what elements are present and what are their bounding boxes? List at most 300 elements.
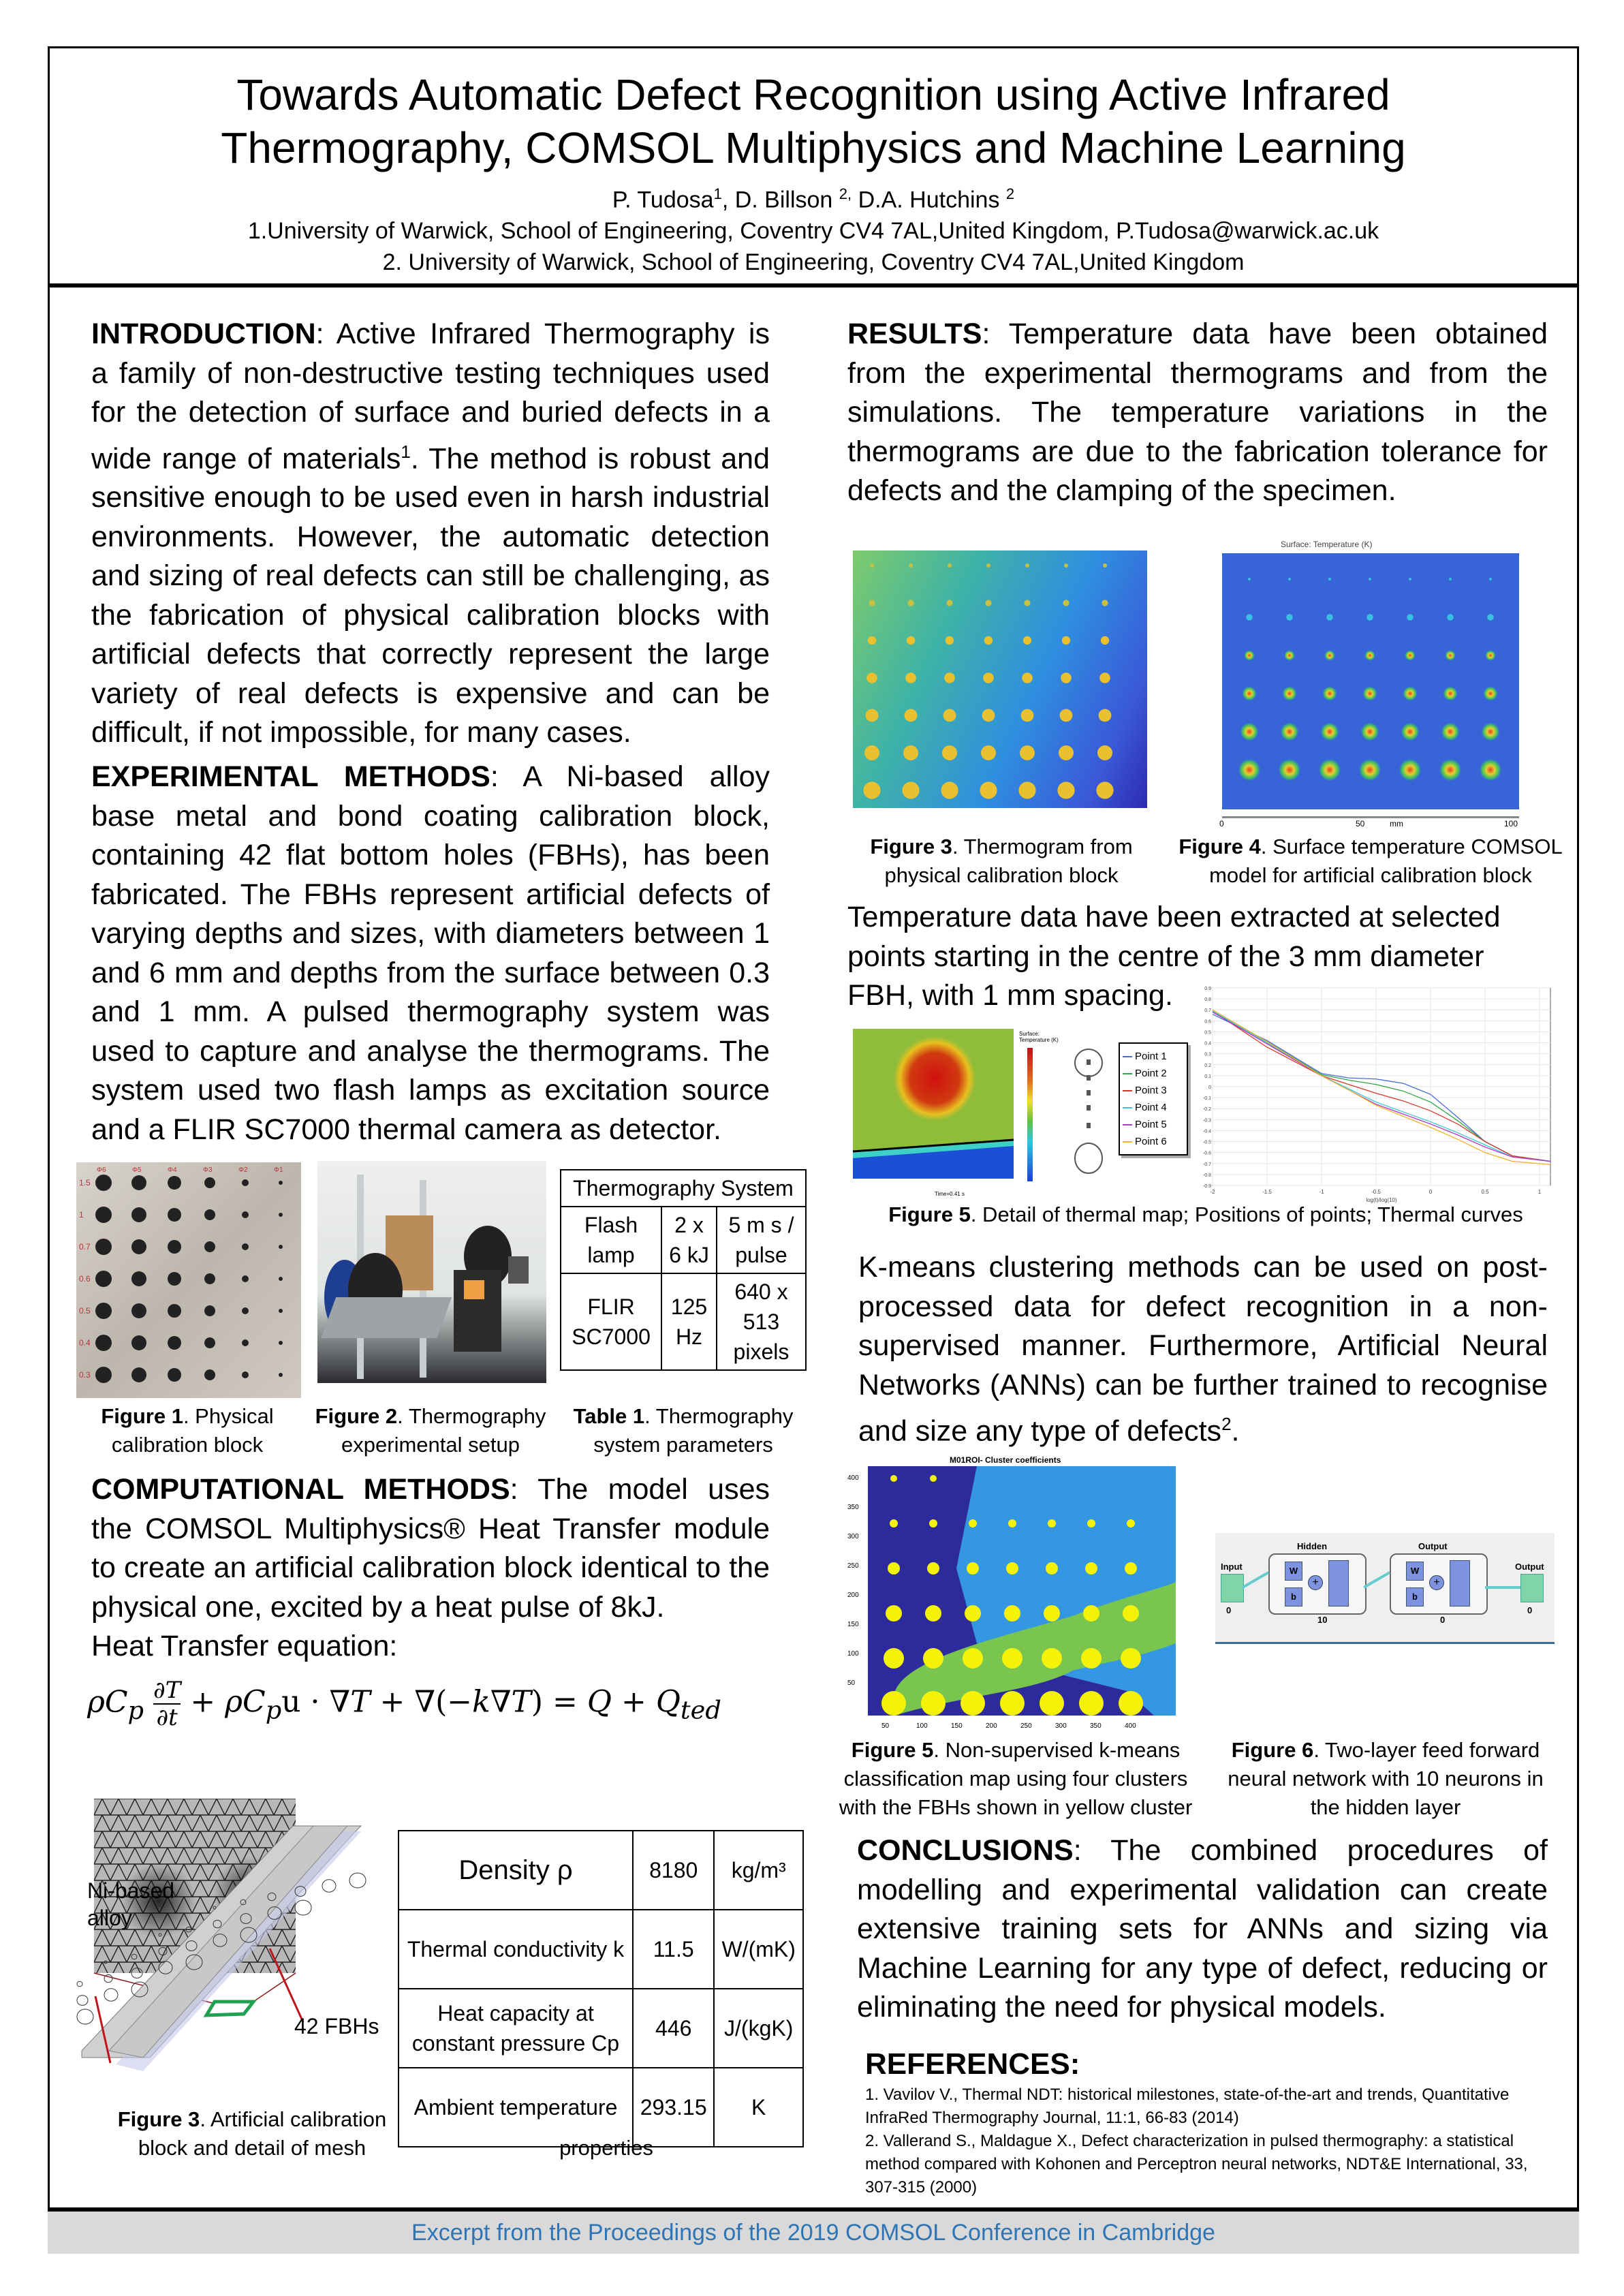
comsol-spot	[1244, 650, 1254, 660]
x-tick-label: -0.5	[1371, 1189, 1381, 1195]
computational-section	[91, 1470, 770, 1666]
legend-item	[1123, 1116, 1184, 1133]
y-tick-label: 0	[1208, 1085, 1211, 1090]
comsol-spot	[1326, 614, 1333, 621]
figure4-label: Figure 4	[1178, 835, 1261, 858]
comsol-spot	[1283, 687, 1297, 701]
conclusions-heading: CONCLUSIONS	[857, 1834, 1074, 1867]
thermo-spot	[1022, 672, 1033, 683]
thermo-spot	[983, 672, 994, 683]
citation-sup: 2	[1221, 1414, 1232, 1434]
nn-sum-node: +	[1429, 1575, 1444, 1590]
thermo-spot	[866, 709, 879, 722]
kmeans-fbh-spot	[1046, 1562, 1058, 1574]
thermo-spot	[1023, 636, 1031, 645]
legend-label: Point 1	[1135, 1051, 1167, 1062]
fbh-hole	[204, 1337, 215, 1348]
kmeans-y-tick: 200	[847, 1592, 859, 1599]
thermo-spot	[944, 672, 955, 683]
comsol-spot	[1319, 759, 1341, 781]
comsol-spot	[1240, 723, 1258, 741]
heat-transfer-equation: $\rho C_p$ $\frac{\partial T}{\partial t}$ + $\rho C_pu \cdot \nabla T + \nabla(-k\nabla T) = Q + Q_{ted}$	[87, 1677, 721, 1731]
kmeans-text: K-means clustering methods can be used on post-processed data for defect recognition in a non-supervised manner. Furthermore, Artificial Neural Networks (ANNs) can be further trained to recognise and size any type of defects	[858, 1251, 1548, 1448]
legend-item	[1123, 1133, 1184, 1150]
y-tick-label: -0.2	[1203, 1107, 1211, 1113]
table-header-row	[561, 1170, 806, 1207]
figure6-caption	[1215, 1736, 1556, 1822]
fbh-hole	[168, 1336, 181, 1350]
introduction-section	[91, 315, 770, 753]
fbh-hole	[168, 1208, 181, 1222]
kmeans-fbh-spot	[963, 1648, 983, 1669]
figure2-caption-text: . Thermography experimental setup	[341, 1404, 546, 1457]
comsol-spot	[1288, 578, 1291, 580]
kmeans-fbh-spot	[1121, 1648, 1141, 1669]
fbh-hole	[95, 1271, 112, 1287]
comsol-spot	[1443, 687, 1458, 701]
thermo-spot	[907, 636, 915, 645]
comsol-spot	[1323, 687, 1337, 701]
nn-connections	[1215, 1533, 1555, 1642]
thermo-spot	[869, 600, 875, 606]
kmeans-fbh-spot	[925, 1605, 941, 1622]
authors-block	[48, 179, 1579, 278]
reference-item: 1. Vavilov V., Thermal NDT: historical milestones, state-of-the-art and trends, Quantitative InfraRed Thermography Journal, 11:1, 66-83 (2014)	[865, 2085, 1510, 2127]
thermo-spot	[1103, 563, 1107, 568]
fbh-hole	[242, 1243, 249, 1250]
introduction-text-cont: . The method is robust and sensitive enough to be used even in harsh industrial environments. However, the automatic detection and sizing of real defects can still be challenging, as the fabrication of physical calibration blocks with artificial defects that correctly represent the large variety of real defects is expensive and can be difficult, if not impossible, for many cases.	[91, 441, 770, 749]
fbh-hole	[242, 1371, 249, 1378]
kmeans-x-tick: 50	[881, 1722, 890, 1730]
table-cell-unit: K	[714, 2068, 803, 2147]
diameter-label: Φ3	[203, 1166, 213, 1174]
comsol-spot	[1284, 650, 1294, 660]
fbh-hole	[131, 1303, 146, 1318]
comsol-spot	[1485, 650, 1495, 660]
y-tick-label: -0.8	[1203, 1173, 1211, 1178]
model-fbh	[104, 1989, 118, 2001]
kmeans-fbh-spot	[927, 1562, 939, 1574]
figure3-thermo-caption	[845, 833, 1158, 890]
comsol-spot	[1399, 759, 1421, 781]
kmeans-fbh-spot	[1119, 1691, 1143, 1716]
table1-caption-text: . Thermography system parameters	[593, 1404, 794, 1457]
kmeans-fbh-spot	[1042, 1648, 1062, 1669]
colorbar	[1027, 1048, 1033, 1181]
kmeans-fbh-spot	[965, 1605, 981, 1622]
kmeans-x-tick: 200	[986, 1722, 997, 1730]
thermo-spot	[1024, 600, 1030, 606]
thermo-spot	[980, 781, 997, 798]
fbh-hole	[131, 1239, 146, 1254]
thermo-spot	[1096, 781, 1113, 798]
fbh-hole	[204, 1177, 215, 1188]
table1-caption	[560, 1402, 807, 1459]
thermo-spot	[902, 781, 919, 798]
results-text-2: Temperature data have been extracted at selected points starting in the centre of the 3 mm diameter FBH, with 1 mm spacing.	[847, 901, 1501, 1012]
table-row	[399, 1831, 803, 1910]
figure2-image	[317, 1161, 546, 1383]
table-cell-property: Density ρ	[399, 1831, 633, 1910]
fbh-hole	[168, 1304, 181, 1318]
kmeans-x-tick: 250	[1020, 1722, 1032, 1730]
comsol-spot	[1324, 650, 1334, 660]
comsol-spot	[1321, 723, 1339, 741]
table-header-cell: Thermography System	[561, 1170, 806, 1207]
table-cell-unit: kg/m³	[714, 1831, 803, 1910]
citation-sup: 1	[401, 441, 411, 462]
comsol-spot	[1246, 614, 1253, 621]
table-cell-property: Thermal conductivity k	[399, 1910, 633, 1989]
kmeans-fbh-spot	[890, 1519, 898, 1527]
comsol-spot	[1286, 614, 1293, 621]
computational-text: : The model uses the COMSOL Multiphysics® Heat Transfer module to create an artificial calibration block identical to the physical one, excited by a heat pulse of 8kJ.	[91, 1473, 770, 1624]
thermo-spot	[981, 745, 996, 760]
table2-caption-tail: properties	[559, 2136, 653, 2160]
thermography-setup-photo	[317, 1161, 546, 1383]
thermo-spot	[985, 600, 991, 606]
thermo-spot	[870, 563, 874, 568]
kmeans-fbh-spot	[1127, 1519, 1135, 1527]
nn-input-label: Input	[1221, 1562, 1243, 1572]
fbh-hole	[204, 1305, 215, 1316]
thermo-spot	[1062, 636, 1070, 645]
y-tick-label: 0.3	[1204, 1052, 1211, 1057]
thermo-spot	[946, 636, 954, 645]
comsol-spot	[1484, 687, 1498, 701]
title-line-1: Towards Automatic Defect Recognition using Active Infrared	[236, 70, 1390, 119]
fbh-hole	[95, 1239, 112, 1255]
figure4-x-axis	[1222, 816, 1519, 818]
comsol-spot	[1441, 723, 1459, 741]
figure1-image	[76, 1162, 301, 1398]
nn-weight-block: W	[1285, 1562, 1302, 1581]
legend-label: Point 2	[1135, 1068, 1167, 1079]
kmeans-x-tick: 300	[1055, 1722, 1067, 1730]
kmeans-section	[858, 1248, 1548, 1451]
x-tick-label: 0.5	[1481, 1189, 1489, 1195]
artificial-block-model	[68, 1771, 422, 2098]
author-sup: 1	[713, 185, 722, 202]
kmeans-fbh-spot	[1125, 1562, 1137, 1574]
kmeans-fbh-spot	[969, 1519, 977, 1527]
kmeans-fbh-spot	[1081, 1648, 1102, 1669]
experimental-text: : A Ni-based alloy base metal and bond coating calibration block, containing 42 flat bottom holes (FBHs), has been fabricated. The FBHs represent artificial defects of varying depths and sizes, with diameters between 1 and 6 mm and depths from the surface between 0.3 and 1 mm. A pulsed thermography system was used to capture and analyse the thermograms. The system used two flash lamps as excitation source and a FLIR SC7000 thermal camera as detector.	[91, 760, 770, 1146]
figure4-plot-title: Surface: Temperature (K)	[1281, 540, 1373, 549]
comsol-spot	[1482, 723, 1499, 741]
figure4-caption-text: . Surface temperature COMSOL model for artificial calibration block	[1209, 835, 1563, 887]
legend-swatch	[1123, 1090, 1132, 1091]
diameter-label: Φ6	[97, 1166, 106, 1174]
thermo-spot	[1057, 781, 1074, 798]
kmeans-fbh-spot	[1079, 1691, 1104, 1716]
comsol-spot	[1369, 578, 1371, 580]
thermo-spot	[1101, 636, 1109, 645]
figure5-kmeans-caption-text: . Non-supervised k-means classification map using four clusters with the FBHs shown in yellow cluster	[839, 1738, 1193, 1819]
kmeans-fbh-spot	[1000, 1691, 1025, 1716]
comsol-spot	[1363, 687, 1377, 701]
fbh-hole	[242, 1307, 249, 1314]
figure1-label: Figure 1	[101, 1404, 183, 1428]
x-axis-label: log(t)/log(10)	[1366, 1197, 1397, 1203]
table-cell-property: Ambient temperature	[399, 2068, 633, 2147]
comsol-spot	[1489, 578, 1492, 580]
model-fbh	[104, 1961, 107, 1964]
kmeans-plot-title: M01ROI- Cluster coefficients	[950, 1455, 1061, 1465]
legend-swatch	[1123, 1073, 1132, 1074]
comsol-spot	[1405, 650, 1415, 660]
nn-input-value: 0	[1226, 1605, 1232, 1615]
thermo-spot	[1025, 563, 1029, 568]
table-row	[399, 1989, 803, 2068]
thermogram-image	[853, 550, 1147, 808]
fbh-hole	[131, 1335, 146, 1350]
model-fbh	[77, 2009, 93, 2024]
fbh-hole	[95, 1335, 112, 1351]
comsol-spot	[1480, 759, 1501, 781]
comsol-spot	[1279, 759, 1300, 781]
author-name: P. Tudosa	[612, 187, 714, 213]
kmeans-fbh-spot	[886, 1605, 902, 1622]
thermo-spot	[1059, 745, 1074, 760]
author-list: P. Tudosa$^1$, D. Billson $^{2,}$ D.A. Hutchins $^2$	[612, 185, 1015, 213]
affiliation-2: 2. University of Warwick, School of Engineering, Coventry CV4 7AL,United Kingdom	[382, 249, 1245, 276]
kmeans-x-tick: 150	[951, 1722, 963, 1730]
fbh-hole	[204, 1241, 215, 1252]
thermo-spot	[1063, 600, 1069, 606]
model-fbh	[77, 1996, 88, 2006]
thermo-spot	[905, 709, 918, 722]
comsol-spot	[1243, 687, 1257, 701]
figure6-label: Figure 6	[1231, 1738, 1314, 1762]
thermo-spot	[868, 636, 876, 645]
nn-bias-block: b	[1285, 1587, 1302, 1607]
thermo-spot	[905, 672, 916, 683]
model-fbh	[131, 1968, 142, 1979]
model-fbh	[213, 1906, 216, 1909]
y-tick-label: -0.6	[1203, 1151, 1211, 1156]
comsol-spot	[1367, 614, 1373, 621]
author-name: D. Billson	[734, 187, 833, 213]
thermo-spot	[982, 709, 995, 722]
figure6-caption-text: . Two-layer feed forward neural network with 10 neurons in the hidden layer	[1228, 1738, 1544, 1819]
annotation-42-fbhs: 42 FBHs	[294, 2014, 379, 2038]
table1-label: Table 1	[573, 1404, 645, 1428]
figure1-caption	[68, 1402, 307, 1459]
x-tick-label: 0	[1428, 1189, 1433, 1195]
thermo-spot	[909, 563, 913, 568]
legend-item	[1123, 1048, 1184, 1065]
kmeans-fbh-spot	[1008, 1519, 1016, 1527]
comsol-spot	[1409, 578, 1411, 580]
curves-legend	[1119, 1042, 1188, 1155]
experimental-heading: EXPERIMENTAL METHODS	[91, 760, 490, 793]
footer-banner	[48, 2212, 1579, 2254]
kmeans-fbh-spot	[967, 1562, 979, 1574]
legend-label: Point 4	[1135, 1102, 1167, 1113]
kmeans-fbh-spot	[930, 1475, 937, 1482]
calibration-block-photo	[76, 1162, 301, 1398]
figure4-x-tick: 50	[1356, 819, 1365, 828]
thermo-spot	[907, 600, 914, 606]
fbh-hole	[279, 1181, 283, 1185]
results-section	[847, 315, 1548, 511]
table-row	[399, 1910, 803, 1989]
diameter-label: Φ1	[274, 1166, 283, 1174]
poster-title	[48, 68, 1579, 174]
table-cell: 2 x 6 kJ	[661, 1207, 717, 1273]
thermo-spot	[948, 563, 952, 568]
depth-label: 0.3	[79, 1370, 91, 1380]
table-row	[561, 1207, 806, 1273]
table-cell-value: 446	[633, 1989, 714, 2068]
table-row	[561, 1273, 806, 1370]
kmeans-map	[847, 1455, 1188, 1741]
legend-swatch	[1123, 1141, 1132, 1143]
table-cell-value: 8180	[633, 1831, 714, 1910]
legend-swatch	[1123, 1056, 1132, 1057]
results-text: : Temperature data have been obtained from the experimental thermograms and from the simulations. The temperature variations in the thermograms are due to the fabrication tolerance for defects and the clamping of the specimen.	[847, 317, 1548, 507]
table2-material-properties	[398, 1830, 804, 2147]
thermo-spot	[941, 781, 958, 798]
thermo-spot	[1097, 745, 1112, 760]
author-sup: 2,	[839, 185, 852, 202]
legend-item	[1123, 1099, 1184, 1116]
author-sup: 2	[1005, 185, 1015, 202]
thermo-spot	[903, 745, 918, 760]
fbh-hole	[168, 1272, 181, 1286]
table-cell-value: 11.5	[633, 1910, 714, 1989]
thermo-spot	[1021, 709, 1034, 722]
model-fbh	[131, 1954, 137, 1959]
legend-item	[1123, 1082, 1184, 1099]
references-heading: REFERENCES:	[865, 2047, 1080, 2081]
header-divider	[48, 283, 1579, 288]
kmeans-y-tick: 100	[847, 1650, 859, 1658]
comsol-spot	[1359, 759, 1381, 781]
conclusions-text: : The combined procedures of modelling and experimental validation can create extensive training sets for ANNs and sizing via Machine Learning for any type of defect, reducing or eliminating the need for physical models.	[857, 1834, 1548, 2023]
fbh-hole	[242, 1275, 249, 1282]
figure4-caption	[1166, 833, 1575, 890]
fbh-hole	[131, 1175, 146, 1190]
thermo-spot	[986, 563, 990, 568]
table-cell-property: Heat capacity at constant pressure Cp	[399, 1989, 633, 2068]
fbh-hole	[168, 1368, 181, 1382]
fbh-hole	[242, 1179, 249, 1186]
table-cell: 125 Hz	[661, 1273, 717, 1370]
comsol-spot	[1328, 578, 1331, 580]
kmeans-fbh-spot	[1083, 1605, 1099, 1622]
comsol-spot	[1361, 723, 1379, 741]
kmeans-x-tick: 400	[1125, 1722, 1136, 1730]
thermo-spot	[1018, 781, 1035, 798]
thermo-spot	[1020, 745, 1035, 760]
depth-label: 1.5	[79, 1178, 91, 1188]
table-cell: FLIR SC7000	[561, 1273, 661, 1370]
figure4-x-tick: 100	[1504, 819, 1518, 828]
figure3-model-caption-line2: block and detail of mesh	[138, 2136, 366, 2160]
figure3-thermo-caption-text: . Thermogram from physical calibration block	[884, 835, 1133, 887]
comsol-spot	[1238, 759, 1260, 781]
fbh-hole	[95, 1303, 112, 1319]
thermo-spot	[946, 600, 952, 606]
fbh-hole	[131, 1271, 146, 1286]
thermo-spot	[1099, 672, 1110, 683]
depth-label: 0.5	[79, 1306, 91, 1316]
diameter-label: Φ2	[238, 1166, 248, 1174]
figure4-surface	[1222, 553, 1519, 809]
table-cell: 640 x 513 pixels	[717, 1273, 806, 1370]
fbh-hole	[279, 1309, 283, 1313]
figure5-curves-caption-text: . Detail of thermal map; Positions of points; Thermal curves	[970, 1203, 1523, 1226]
figure4-plot	[1219, 540, 1546, 826]
kmeans-text-end: .	[1231, 1414, 1240, 1448]
comsol-spot	[1439, 759, 1461, 781]
kmeans-y-tick: 50	[847, 1679, 856, 1687]
thermo-spot	[864, 745, 879, 760]
comsol-spot	[1403, 687, 1418, 701]
thermo-spot	[866, 672, 877, 683]
annotation-ni-alloy: Ni-based alloy	[87, 1878, 175, 1930]
nn-output-layer-label: Output	[1418, 1541, 1448, 1551]
references-heading-text: REFERENCES	[865, 2047, 1070, 2081]
nn-output-layer-value: 0	[1440, 1615, 1446, 1625]
nn-output-value: 0	[1527, 1605, 1533, 1615]
y-tick-label: 0.5	[1204, 1030, 1211, 1036]
kmeans-y-tick: 300	[847, 1533, 859, 1540]
comsol-spot	[1407, 614, 1414, 621]
nn-hidden-label: Hidden	[1297, 1541, 1328, 1551]
kmeans-fbh-spot	[1002, 1648, 1022, 1669]
fbh-hole	[131, 1367, 146, 1382]
results-heading: RESULTS	[847, 317, 982, 350]
equation-label: Heat Transfer equation:	[91, 1630, 398, 1662]
thermal-map-time: Time=0.41 s	[935, 1191, 965, 1197]
nn-hidden-neurons: 10	[1317, 1615, 1328, 1625]
fbh-hole	[279, 1213, 283, 1217]
introduction-text: : Active Infrared Thermography is a family of non-destructive testing techniques used for the detection of surface and buried defects in a wide range of materials	[91, 317, 770, 475]
nn-weight-block: W	[1406, 1562, 1424, 1581]
fbh-hole	[242, 1211, 249, 1218]
kmeans-fbh-spot	[1044, 1605, 1060, 1622]
y-tick-label: -0.3	[1203, 1118, 1211, 1123]
fbh-hole	[279, 1277, 283, 1281]
figure5-kmeans-caption	[828, 1736, 1203, 1822]
nn-output-label: Output	[1515, 1562, 1544, 1572]
model-fbh	[322, 1880, 336, 1892]
thermo-spot	[943, 709, 956, 722]
fbh-hole	[168, 1240, 181, 1254]
fbh-hole	[168, 1176, 181, 1190]
fbh-hole	[95, 1207, 112, 1223]
kmeans-fbh-spot	[890, 1475, 897, 1482]
kmeans-fbh-spot	[1006, 1562, 1018, 1574]
model-fbh	[159, 1947, 167, 1955]
kmeans-fbh-spot	[961, 1691, 985, 1716]
y-tick-label: 0.8	[1204, 997, 1211, 1003]
y-tick-label: 0.1	[1204, 1074, 1211, 1079]
figure3-thermogram	[853, 550, 1147, 808]
kmeans-x-tick: 350	[1090, 1722, 1102, 1730]
figure2-label: Figure 2	[315, 1404, 398, 1428]
model-fbh	[159, 1934, 161, 1936]
kmeans-fbh-spot	[1123, 1605, 1139, 1622]
kmeans-fbh-spot	[921, 1691, 946, 1716]
y-tick-label: -0.5	[1203, 1140, 1211, 1145]
figure3-model-caption-line1: . Artificial calibration	[200, 2107, 387, 2131]
y-tick-label: 0.7	[1204, 1008, 1211, 1014]
table-cell-unit: W/(mK)	[714, 1910, 803, 1989]
